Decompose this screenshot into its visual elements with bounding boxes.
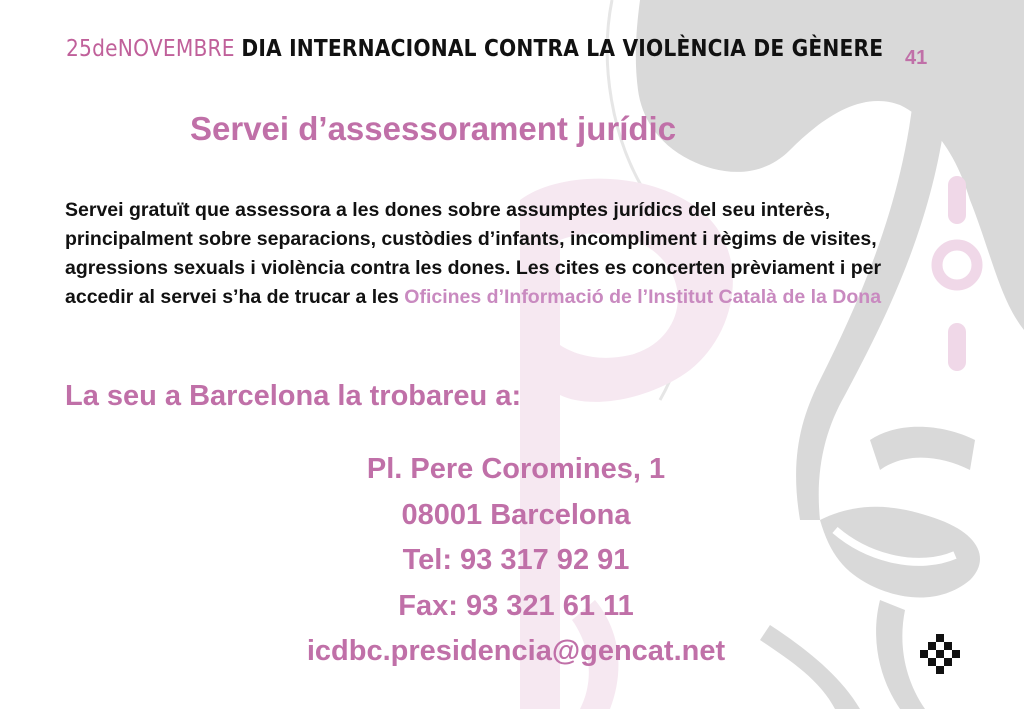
offices-link[interactable]: Oficines d’Informació de l’Institut Català de la Dona bbox=[404, 286, 882, 308]
description-text: Servei gratuït que assessora a les dones sobre assumptes jurídics del seu interès, principalment sobre separacions, custòdies d’infants, incompliment i règims de visites, agressions sexuals i violència contra les dones. Les cites es concerten prèviament i per accedir al servei s’ha de trucar a les bbox=[65, 199, 882, 308]
campaign-brand: 25deNOVEMBRE bbox=[66, 36, 235, 62]
address-block bbox=[216, 447, 816, 675]
service-description bbox=[65, 196, 945, 312]
fax-number: Fax: 93 321 61 11 bbox=[398, 589, 634, 622]
page-number: 41 bbox=[905, 47, 928, 69]
logo-emblem-icon bbox=[918, 632, 962, 676]
phone-number: Tel: 93 317 92 91 bbox=[402, 544, 630, 576]
location-heading: La seu a Barcelona la trobareu a: bbox=[65, 380, 522, 412]
page-title: Servei d’assessorament jurídic bbox=[190, 110, 677, 147]
email-address[interactable]: icdbc.presidencia@gencat.net bbox=[306, 635, 726, 667]
running-header bbox=[66, 36, 883, 62]
header-title: DIA INTERNACIONAL CONTRA LA VIOLÈNCIA DE GÈNERE bbox=[241, 36, 884, 62]
street-address: Pl. Pere Coromines, 1 bbox=[366, 453, 666, 485]
postal-city: 08001 Barcelona bbox=[401, 498, 631, 531]
